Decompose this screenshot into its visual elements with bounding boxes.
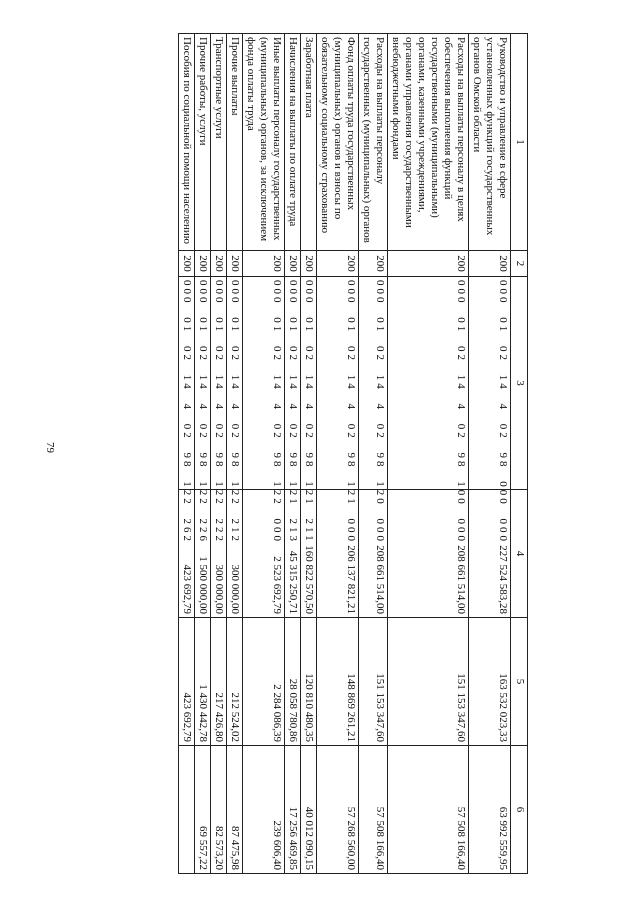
admin-code-cell: 200 bbox=[285, 251, 301, 277]
amount-remaining-cell: 17 256 469,85 bbox=[285, 746, 301, 874]
header-cell: 6 bbox=[511, 746, 528, 874]
amount-plan-cell: 206 137 821,21 bbox=[317, 490, 359, 618]
amount-plan-cell: 2 523 692,79 bbox=[243, 490, 285, 618]
admin-code-cell: 200 bbox=[243, 251, 285, 277]
amount-executed-cell: 2 284 086,39 bbox=[243, 618, 285, 746]
row-name-cell: Прочие работы, услуги bbox=[195, 34, 211, 251]
amount-remaining-cell: 82 573,20 bbox=[211, 746, 227, 874]
amount-executed-cell: 163 532 023,33 bbox=[469, 618, 511, 746]
header-cell: 2 bbox=[511, 251, 528, 277]
admin-code-cell: 200 bbox=[317, 251, 359, 277]
table-row bbox=[469, 34, 511, 874]
budget-code-cell: 000 01 02 14 4 02 98 121 000 bbox=[317, 277, 359, 490]
budget-code-cell: 000 01 02 14 4 02 98 000 000 bbox=[469, 277, 511, 490]
amount-remaining-cell: 87 475,98 bbox=[227, 746, 243, 874]
amount-executed-cell: 217 426,80 bbox=[211, 618, 227, 746]
amount-executed-cell: 120 810 480,35 bbox=[301, 618, 317, 746]
row-name-cell: Начисления на выплаты по оплате труда bbox=[285, 34, 301, 251]
amount-executed-cell: 148 869 261,21 bbox=[317, 618, 359, 746]
amount-remaining-cell: 57 268 560,00 bbox=[317, 746, 359, 874]
row-name-cell: Пособия по социальной помощи населению bbox=[179, 34, 195, 251]
budget-code-cell: 000 01 02 14 4 02 98 122 226 bbox=[195, 277, 211, 490]
amount-remaining-cell: 63 992 559,95 bbox=[469, 746, 511, 874]
amount-executed-cell: 151 153 347,60 bbox=[359, 618, 388, 746]
admin-code-cell: 200 bbox=[301, 251, 317, 277]
table-row bbox=[388, 34, 469, 874]
amount-remaining-cell: 69 557,22 bbox=[195, 746, 211, 874]
amount-remaining-cell bbox=[179, 746, 195, 874]
rotated-table-container bbox=[78, 33, 528, 873]
admin-code-cell: 200 bbox=[227, 251, 243, 277]
budget-code-cell: 000 01 02 14 4 02 98 122 222 bbox=[211, 277, 227, 490]
amount-plan-cell: 300 000,00 bbox=[211, 490, 227, 618]
amount-plan-cell: 423 692,79 bbox=[179, 490, 195, 618]
amount-remaining-cell: 239 606,40 bbox=[243, 746, 285, 874]
admin-code-cell: 200 bbox=[388, 251, 469, 277]
admin-code-cell: 200 bbox=[195, 251, 211, 277]
table-row bbox=[179, 34, 195, 874]
row-name-cell: Транспортные услуги bbox=[211, 34, 227, 251]
table-row bbox=[227, 34, 243, 874]
header-cell: 4 bbox=[511, 490, 528, 618]
header-row bbox=[511, 34, 528, 874]
budget-code-cell: 000 01 02 14 4 02 98 120 000 bbox=[359, 277, 388, 490]
row-name-cell: Фонд оплаты труда государственных (муниципальных) органов и взносы по обязательному социальному страхованию bbox=[317, 34, 359, 251]
budget-code-cell: 000 01 02 14 4 02 98 122 000 bbox=[243, 277, 285, 490]
amount-plan-cell: 160 822 570,50 bbox=[301, 490, 317, 618]
row-name-cell: Заработная плата bbox=[301, 34, 317, 251]
admin-code-cell: 200 bbox=[179, 251, 195, 277]
header-cell: 5 bbox=[511, 618, 528, 746]
budget-code-cell: 000 01 02 14 4 02 98 121 213 bbox=[285, 277, 301, 490]
amount-plan-cell: 1 500 000,00 bbox=[195, 490, 211, 618]
header-cell: 1 bbox=[511, 34, 528, 251]
table-row bbox=[301, 34, 317, 874]
table-row bbox=[317, 34, 359, 874]
admin-code-cell: 200 bbox=[469, 251, 511, 277]
row-name-cell: Прочие выплаты bbox=[227, 34, 243, 251]
admin-code-cell: 200 bbox=[211, 251, 227, 277]
amount-plan-cell: 208 661 514,00 bbox=[388, 490, 469, 618]
table-row bbox=[195, 34, 211, 874]
amount-plan-cell: 45 315 250,71 bbox=[285, 490, 301, 618]
amount-executed-cell: 1 430 442,78 bbox=[195, 618, 211, 746]
admin-code-cell: 200 bbox=[359, 251, 388, 277]
amount-remaining-cell: 57 508 166,40 bbox=[388, 746, 469, 874]
table-row bbox=[285, 34, 301, 874]
budget-table bbox=[178, 33, 528, 874]
row-name-cell: Расходы на выплаты персоналу государственных (муниципальных) органов bbox=[359, 34, 388, 251]
amount-plan-cell: 227 524 583,28 bbox=[469, 490, 511, 618]
table-row bbox=[243, 34, 285, 874]
amount-executed-cell: 212 524,02 bbox=[227, 618, 243, 746]
budget-code-cell: 000 01 02 14 4 02 98 100 000 bbox=[388, 277, 469, 490]
page-number: 79 bbox=[44, 442, 56, 453]
row-name-cell: Расходы на выплаты персоналу в целях обеспечения выполнения функций государственными (муниципальными) органами, казенными учреждениями, органами управления государственными внебюджетными фондами bbox=[388, 34, 469, 251]
table-row bbox=[359, 34, 388, 874]
amount-executed-cell: 151 153 347,60 bbox=[388, 618, 469, 746]
amount-plan-cell: 208 661 514,00 bbox=[359, 490, 388, 618]
amount-remaining-cell: 40 012 090,15 bbox=[301, 746, 317, 874]
table-row bbox=[211, 34, 227, 874]
budget-code-cell: 000 01 02 14 4 02 98 121 211 bbox=[301, 277, 317, 490]
row-name-cell: Иные выплаты персоналу государственных (муниципальных) органов, за исключением фонда оплаты труда bbox=[243, 34, 285, 251]
budget-code-cell: 000 01 02 14 4 02 98 122 262 bbox=[179, 277, 195, 490]
header-cell: 3 bbox=[511, 277, 528, 490]
budget-code-cell: 000 01 02 14 4 02 98 122 212 bbox=[227, 277, 243, 490]
amount-executed-cell: 28 058 780,86 bbox=[285, 618, 301, 746]
amount-plan-cell: 300 000,00 bbox=[227, 490, 243, 618]
amount-executed-cell: 423 692,79 bbox=[179, 618, 195, 746]
row-name-cell: Руководство и управление в сфере установленных функций государственных органов Омской области bbox=[469, 34, 511, 251]
amount-remaining-cell: 57 508 166,40 bbox=[359, 746, 388, 874]
